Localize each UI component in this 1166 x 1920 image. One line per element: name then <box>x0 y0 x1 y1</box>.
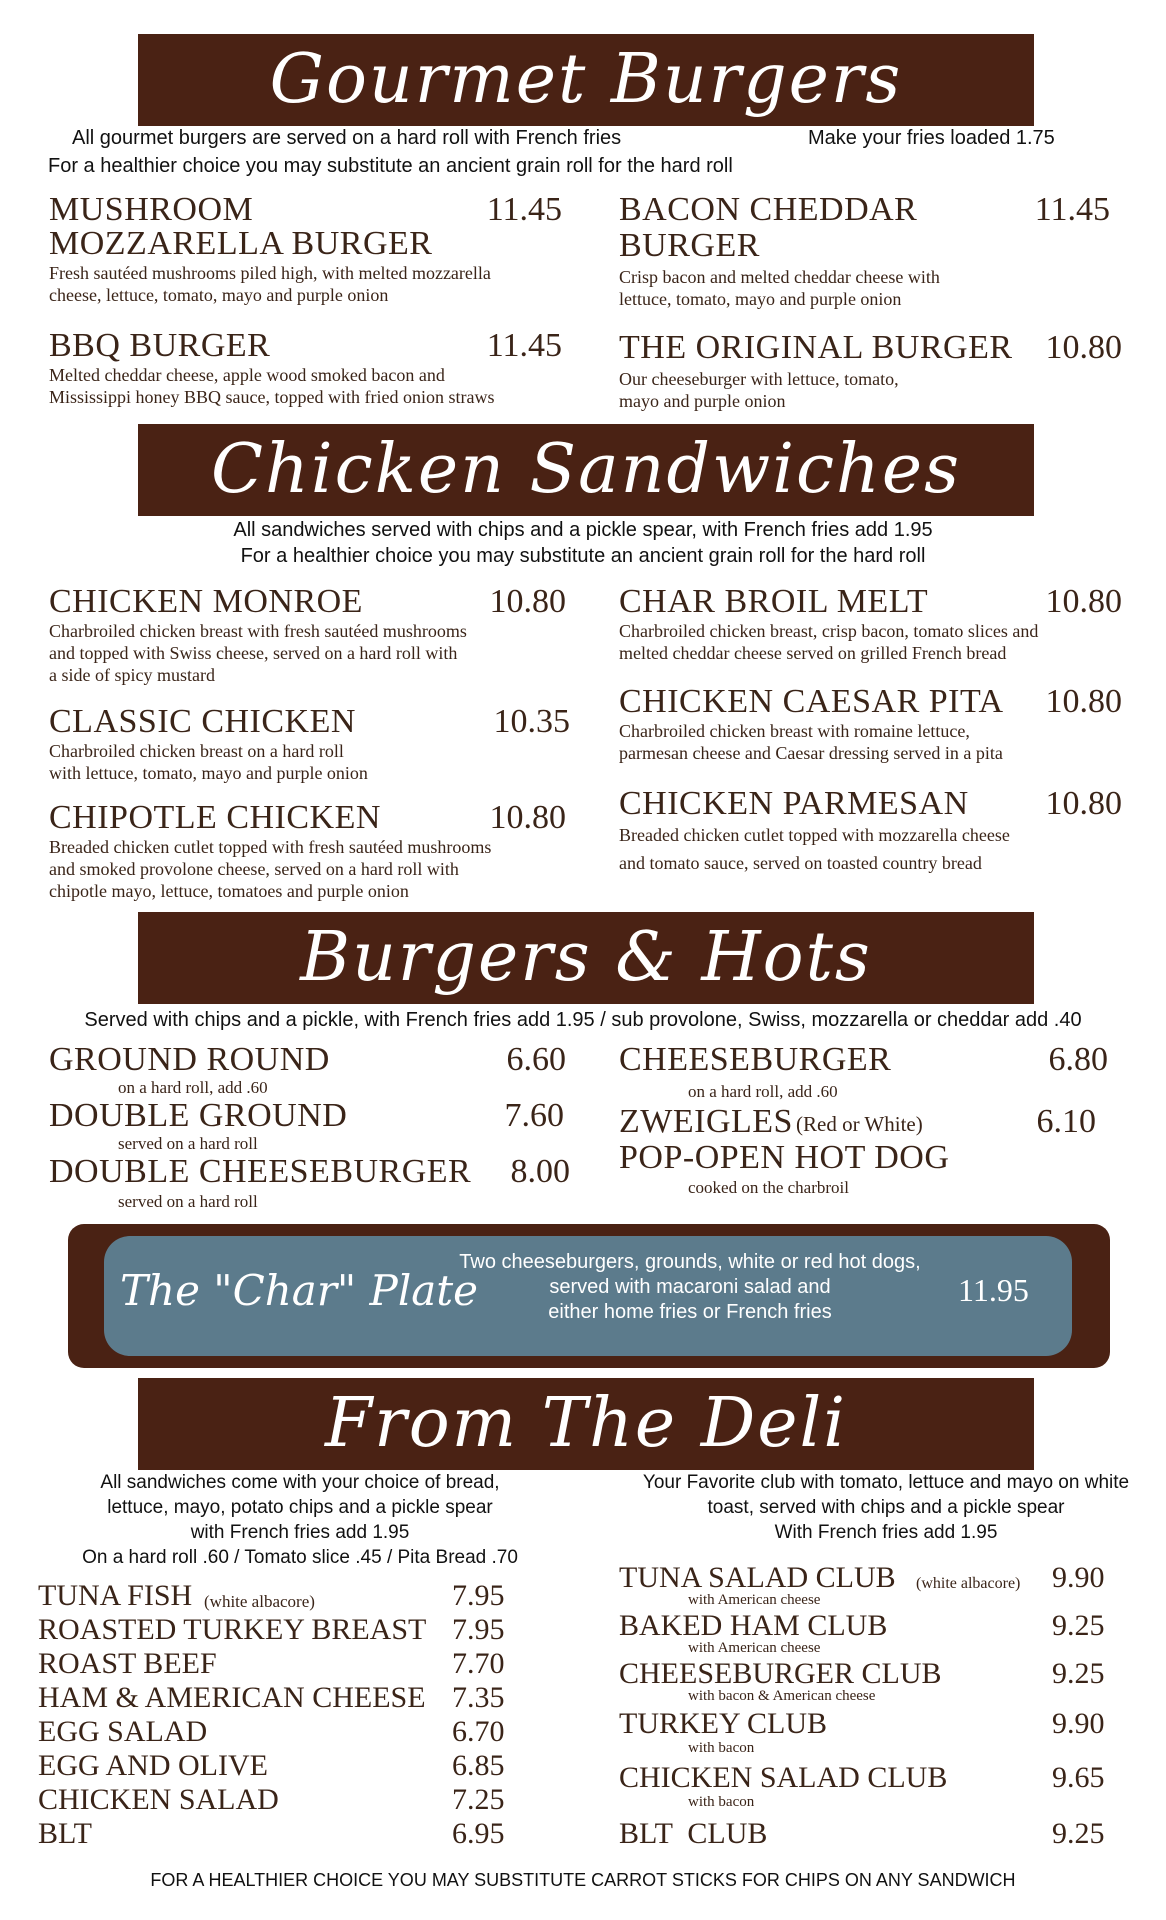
deli-item-price: 7.95 <box>452 1579 505 1612</box>
burgers-hots-heading: Burgers & Hots <box>138 912 1034 1004</box>
deli-item-price: 6.70 <box>452 1715 505 1748</box>
item-name: BACON CHEDDAR <box>619 191 918 228</box>
item-price: 8.00 <box>510 1153 570 1190</box>
item-desc: Breaded chicken cutlet topped with fresh sautéed mushrooms <box>49 837 492 857</box>
gourmet-burgers-heading: Gourmet Burgers <box>138 34 1034 126</box>
club-item-name: TURKEY CLUB <box>619 1707 828 1740</box>
item-price: 10.35 <box>493 703 570 740</box>
club-item-desc: with American cheese <box>688 1640 821 1656</box>
chicken-sandwiches-heading: Chicken Sandwiches <box>138 424 1034 516</box>
item-desc: Fresh sautéed mushrooms piled high, with melted mozzarella <box>49 263 491 283</box>
club-item-name: CHEESEBURGER CLUB <box>619 1657 942 1690</box>
deli-item-price: 6.85 <box>452 1749 505 1782</box>
item-name: POP-OPEN HOT DOG <box>619 1139 950 1176</box>
item-price: 10.80 <box>489 583 566 620</box>
deli-item-name: ROASTED TURKEY BREAST <box>38 1613 427 1646</box>
item-price: 10.80 <box>1045 583 1122 620</box>
club-item-name: BLT CLUB <box>619 1817 768 1850</box>
char-plate-desc: Two cheeseburgers, grounds, white or red hot dogs, <box>459 1251 921 1273</box>
char-plate-desc: either home fries or French fries <box>548 1301 832 1323</box>
deli-left-note: On a hard roll .60 / Tomato slice .45 / Pita Bread .70 <box>82 1547 518 1568</box>
item-desc: mayo and purple onion <box>619 391 786 411</box>
club-item-price: 9.90 <box>1052 1561 1105 1594</box>
item-name: CHAR BROIL MELT <box>619 583 929 620</box>
item-desc: lettuce, tomato, mayo and purple onion <box>619 289 902 309</box>
deli-item-name: BLT <box>38 1817 92 1850</box>
item-price: 7.60 <box>504 1097 564 1134</box>
item-desc: Charbroiled chicken breast with fresh sautéed mushrooms <box>49 621 467 641</box>
item-name: CHICKEN MONROE <box>49 583 363 620</box>
deli-item-name: HAM & AMERICAN CHEESE <box>38 1681 426 1714</box>
club-item-name: CHICKEN SALAD CLUB <box>619 1761 948 1794</box>
item-price: 10.80 <box>1045 329 1122 366</box>
item-desc: Charbroiled chicken breast, crisp bacon, tomato slices and <box>619 621 1039 641</box>
item-desc: Melted cheddar cheese, apple wood smoked bacon and <box>49 365 445 385</box>
chicken-grain-note: For a healthier choice you may substitute an ancient grain roll for the hard roll <box>240 545 926 567</box>
from-the-deli-heading: From The Deli <box>138 1378 1034 1470</box>
hots-note: Served with chips and a pickle, with French fries add 1.95 / sub provolone, Swiss, mozzarella or cheddar add .40 <box>84 1009 1082 1031</box>
deli-right-note: toast, served with chips and a pickle spear <box>707 1497 1065 1518</box>
deli-item-name: ROAST BEEF <box>38 1647 217 1680</box>
item-desc: Mississippi honey BBQ sauce, topped with fried onion straws <box>49 387 495 407</box>
club-item-desc: with bacon <box>688 1740 755 1756</box>
club-item-desc: with bacon <box>688 1794 755 1810</box>
burgers-note: All gourmet burgers are served on a hard roll with French fries <box>72 127 622 149</box>
item-name-note: (Red or White) <box>796 1112 923 1136</box>
item-desc: Charbroiled chicken breast with romaine lettuce, <box>619 721 970 741</box>
item-desc: on a hard roll, add .60 <box>118 1078 268 1097</box>
item-name: CHEESEBURGER <box>619 1041 892 1078</box>
deli-left-note: All sandwiches come with your choice of bread, <box>100 1472 500 1493</box>
loaded-fries-note: Make your fries loaded 1.75 <box>808 127 1055 149</box>
item-price: 6.80 <box>1048 1041 1108 1078</box>
item-name: CHIPOTLE CHICKEN <box>49 799 381 836</box>
item-name: THE ORIGINAL BURGER <box>619 329 1013 366</box>
deli-item-price: 7.35 <box>452 1681 505 1714</box>
deli-item-price: 6.95 <box>452 1817 505 1850</box>
item-price: 10.80 <box>1045 683 1122 720</box>
item-desc: Crisp bacon and melted cheddar cheese with <box>619 267 940 287</box>
deli-item-name: TUNA FISH <box>38 1579 193 1612</box>
item-desc: melted cheddar cheese served on grilled French bread <box>619 643 1007 663</box>
char-plate-desc: served with macaroni salad and <box>549 1276 831 1298</box>
item-name: MOZZARELLA BURGER <box>49 225 433 262</box>
deli-item-price: 7.25 <box>452 1783 505 1816</box>
item-price: 10.80 <box>489 799 566 836</box>
deli-item-price: 7.70 <box>452 1647 505 1680</box>
item-desc: cheese, lettuce, tomato, mayo and purple onion <box>49 285 389 305</box>
footer-note: FOR A HEALTHIER CHOICE YOU MAY SUBSTITUTE CARROT STICKS FOR CHIPS ON ANY SANDWICH <box>150 1870 1016 1890</box>
club-item-price: 9.25 <box>1052 1817 1105 1850</box>
item-name: DOUBLE GROUND <box>49 1097 348 1134</box>
item-price: 11.45 <box>1034 191 1110 228</box>
club-item-desc: with bacon & American cheese <box>688 1688 876 1704</box>
deli-item-name: CHICKEN SALAD <box>38 1783 279 1816</box>
item-desc: Charbroiled chicken breast on a hard roll <box>49 741 344 761</box>
club-item-price: 9.90 <box>1052 1707 1105 1740</box>
deli-right-note: Your Favorite club with tomato, lettuce and mayo on white <box>642 1472 1130 1493</box>
item-desc: with lettuce, tomato, mayo and purple onion <box>49 763 368 783</box>
club-item-note: (white albacore) <box>916 1575 1021 1592</box>
item-price: 11.45 <box>486 191 562 228</box>
deli-item-price: 7.95 <box>452 1613 505 1646</box>
deli-item-name: EGG AND OLIVE <box>38 1749 268 1782</box>
chicken-note: All sandwiches served with chips and a pickle spear, with French fries add 1.95 <box>233 519 933 541</box>
item-desc: parmesan cheese and Caesar dressing served in a pita <box>619 743 1003 763</box>
item-desc: Breaded chicken cutlet topped with mozzarella cheese <box>619 825 1010 845</box>
club-item-name: BAKED HAM CLUB <box>619 1609 888 1642</box>
item-desc: on a hard roll, add .60 <box>688 1082 838 1101</box>
item-desc: a side of spicy mustard <box>49 665 215 685</box>
item-price: 6.60 <box>506 1041 566 1078</box>
item-price: 10.80 <box>1045 785 1122 822</box>
item-desc: Our cheeseburger with lettuce, tomato, <box>619 369 899 389</box>
char-plate-title: The "Char" Plate <box>120 1266 479 1315</box>
club-item-desc: with American cheese <box>688 1592 821 1608</box>
item-name: BURGER <box>619 227 760 264</box>
item-desc: and tomato sauce, served on toasted country bread <box>619 853 982 873</box>
club-item-price: 9.25 <box>1052 1609 1105 1642</box>
item-desc: and smoked provolone cheese, served on a hard roll with <box>49 859 459 879</box>
club-item-price: 9.65 <box>1052 1761 1105 1794</box>
burgers-grain-note: For a healthier choice you may substitute an ancient grain roll for the hard roll <box>48 155 733 177</box>
item-name: GROUND ROUND <box>49 1041 330 1078</box>
deli-item-note: (white albacore) <box>204 1592 315 1611</box>
deli-item-name: EGG SALAD <box>38 1715 208 1748</box>
item-name: CHICKEN PARMESAN <box>619 785 969 822</box>
item-name: CLASSIC CHICKEN <box>49 703 356 740</box>
item-desc: and topped with Swiss cheese, served on a hard roll with <box>49 643 458 663</box>
club-item-name: TUNA SALAD CLUB <box>619 1561 896 1594</box>
deli-left-note: lettuce, mayo, potato chips and a pickle spear <box>107 1497 493 1518</box>
item-desc: served on a hard roll <box>118 1192 258 1211</box>
item-name: DOUBLE CHEESEBURGER <box>49 1153 472 1190</box>
item-desc: chipotle mayo, lettuce, tomatoes and purple onion <box>49 881 409 901</box>
item-desc: served on a hard roll <box>118 1134 258 1153</box>
item-desc: cooked on the charbroil <box>688 1178 849 1197</box>
item-name: CHICKEN CAESAR PITA <box>619 683 1004 720</box>
club-item-price: 9.25 <box>1052 1657 1105 1690</box>
item-name: MUSHROOM <box>49 191 254 228</box>
deli-right-note: With French fries add 1.95 <box>774 1522 998 1543</box>
item-price: 6.10 <box>1036 1103 1096 1140</box>
char-plate-price: 11.95 <box>958 1272 1029 1308</box>
item-name: ZWEIGLES <box>619 1103 793 1140</box>
item-price: 11.45 <box>486 327 562 364</box>
deli-left-note: with French fries add 1.95 <box>190 1522 410 1543</box>
item-name: BBQ BURGER <box>49 327 271 364</box>
